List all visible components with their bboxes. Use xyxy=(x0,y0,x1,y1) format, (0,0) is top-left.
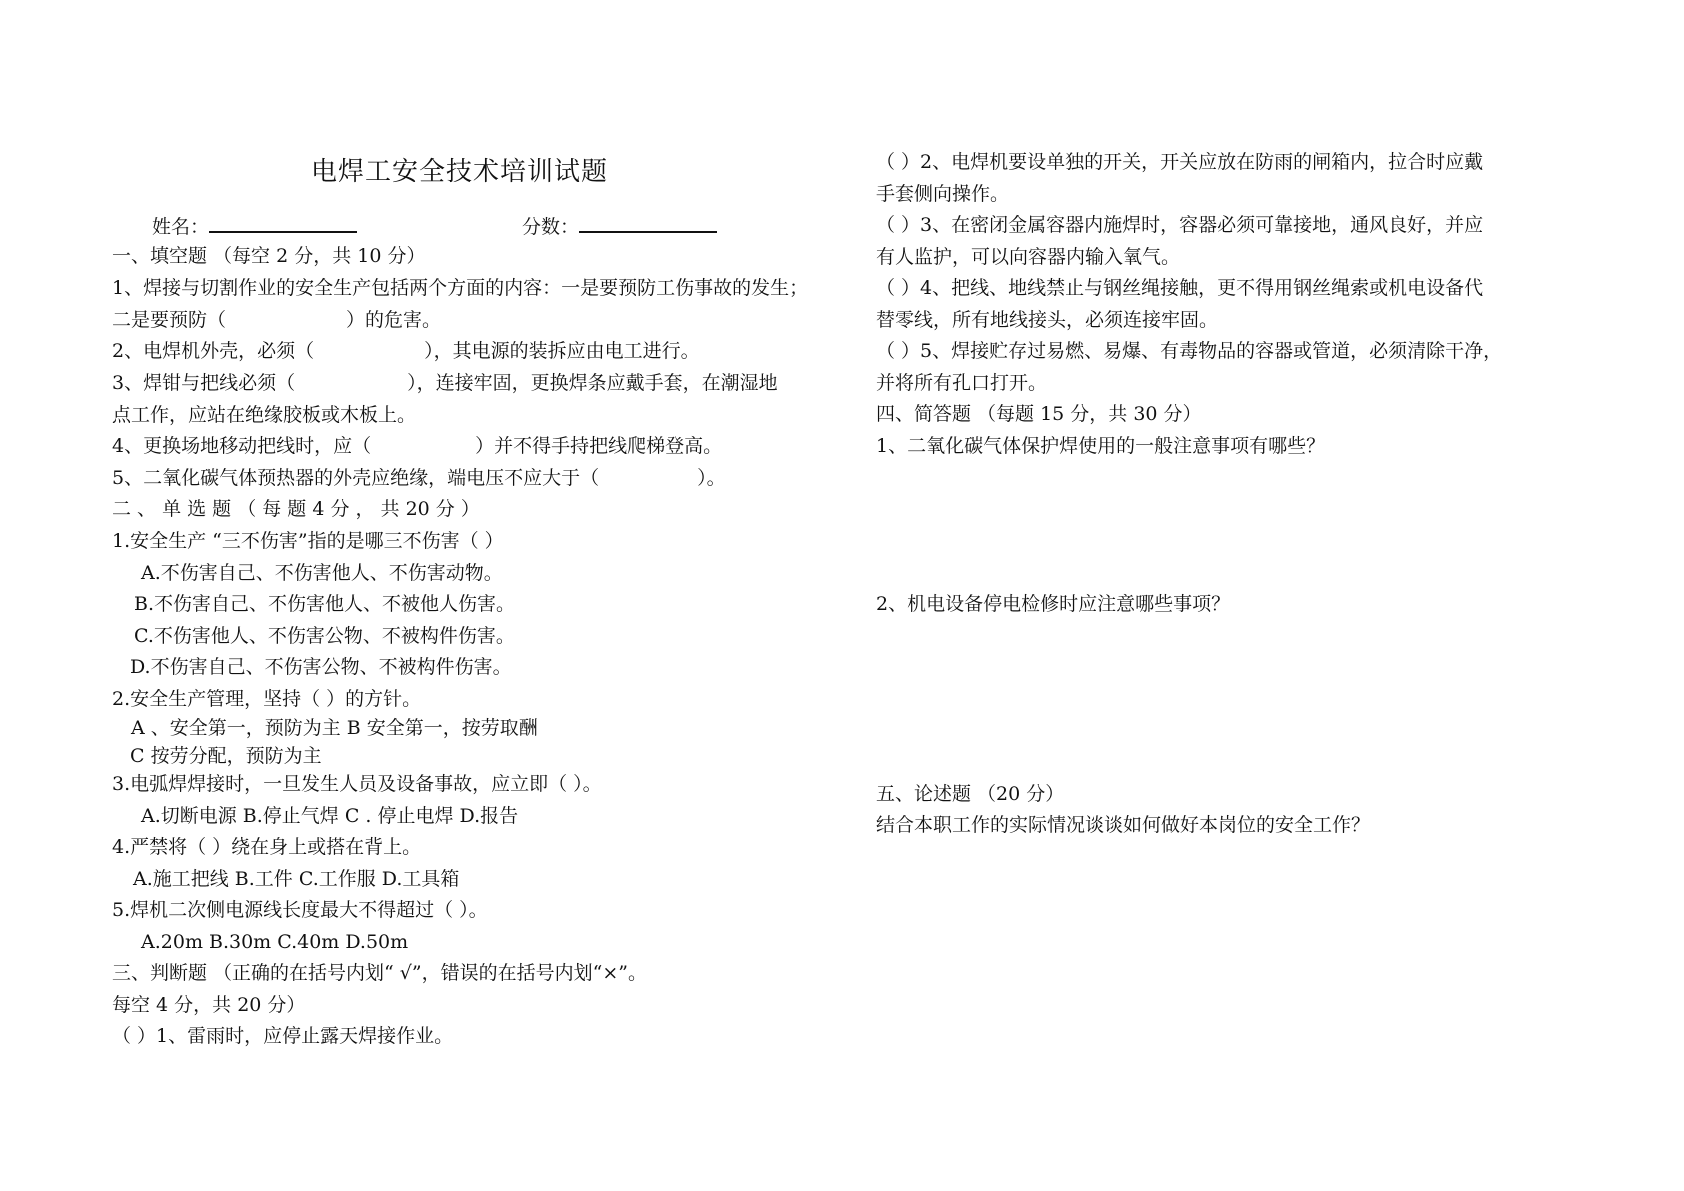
section-essay-heading: 五、论述题 （20 分） xyxy=(876,783,1065,805)
judge-q3-line1: （ ）3、在密闭金属容器内施焊时，容器必须可靠接地，通风良好，并应 xyxy=(876,214,1484,236)
choice-q1-option-a: A.不伤害自己、不伤害他人、不伤害动物。 xyxy=(141,562,503,584)
choice-q2-options-ab: A 、安全第一，预防为主 B 安全第一，按劳取酬 xyxy=(131,717,538,739)
section-fill-blank-heading: 一、填空题 （每空 2 分，共 10 分） xyxy=(112,245,426,267)
essay-question: 结合本职工作的实际情况谈谈如何做好本岗位的安全工作？ xyxy=(876,814,1371,836)
score-blank xyxy=(579,213,717,233)
judge-q5-line1: （ ）5、焊接贮存过易燃、易爆、有毒物品的容器或管道，必须清除干净， xyxy=(876,340,1503,362)
name-label: 姓名： xyxy=(152,216,210,238)
short-answer-q2: 2、机电设备停电检修时应注意哪些事项？ xyxy=(876,593,1231,615)
choice-q5-options: A.20m B.30m C.40m D.50m xyxy=(141,931,409,953)
judge-q5-line2: 并将所有孔口打开。 xyxy=(876,372,1048,394)
fill-q5: 5、二氧化碳气体预热器的外壳应绝缘，端电压不应大于（ ）。 xyxy=(112,467,726,489)
choice-q3: 3.电弧焊焊接时，一旦发生人员及设备事故，应立即（ ）。 xyxy=(112,773,602,795)
judge-q1: （ ）1、雷雨时，应停止露天焊接作业。 xyxy=(112,1025,454,1047)
judge-q3-line2: 有人监护，可以向容器内输入氧气。 xyxy=(876,246,1181,268)
judge-q4-line1: （ ）4、把线、地线禁止与钢丝绳接触，更不得用钢丝绳索或机电设备代 xyxy=(876,277,1484,299)
name-field xyxy=(152,213,357,239)
section-single-choice-heading: 二 、 单 选 题 （ 每 题 4 分 ， 共 20 分 ） xyxy=(112,498,480,520)
score-field xyxy=(522,213,717,239)
section-judgement-heading: 三、判断题 （正确的在括号内划“ √”，错误的在括号内划“×”。 xyxy=(112,962,647,984)
judge-q2-line1: （ ）2、电焊机要设单独的开关，开关应放在防雨的闸箱内，拉合时应戴 xyxy=(876,151,1484,173)
choice-q1-option-d: D.不伤害自己、不伤害公物、不被构件伤害。 xyxy=(130,656,512,678)
choice-q1-option-c: C.不伤害他人、不伤害公物、不被构件伤害。 xyxy=(134,625,515,647)
fill-q3-line1: 3、焊钳与把线必须（ ），连接牢固，更换焊条应戴手套，在潮湿地 xyxy=(112,372,778,394)
choice-q3-options: A.切断电源 B.停止气焊 C . 停止电焊 D.报告 xyxy=(141,805,519,827)
choice-q5: 5.焊机二次侧电源线长度最大不得超过（ ）。 xyxy=(112,899,488,921)
name-blank xyxy=(209,213,357,233)
choice-q2-option-c: C 按劳分配，预防为主 xyxy=(130,745,322,767)
choice-q2: 2.安全生产管理，坚持（ ）的方针。 xyxy=(112,688,422,710)
section-judgement-heading-cont: 每空 4 分，共 20 分） xyxy=(112,994,306,1016)
score-label: 分数： xyxy=(522,216,580,238)
section-short-answer-heading: 四、简答题 （每题 15 分，共 30 分） xyxy=(876,403,1202,425)
judge-q4-line2: 替零线，所有地线接头，必须连接牢固。 xyxy=(876,309,1219,331)
fill-q1-line1: 1、焊接与切割作业的安全生产包括两个方面的内容：一是要预防工伤事故的发生； xyxy=(112,277,809,299)
choice-q1: 1.安全生产 “三不伤害”指的是哪三不伤害（ ） xyxy=(112,530,504,552)
short-answer-q1: 1、二氧化碳气体保护焊使用的一般注意事项有哪些？ xyxy=(876,435,1326,457)
page-title: 电焊工安全技术培训试题 xyxy=(311,157,609,187)
choice-q1-option-b: B.不伤害自己、不伤害他人、不被他人伤害。 xyxy=(134,593,516,615)
choice-q4: 4.严禁将（ ）绕在身上或搭在背上。 xyxy=(112,836,422,858)
judge-q2-line2: 手套侧向操作。 xyxy=(876,183,1010,205)
fill-q1-line2: 二是要预防（ ）的危害。 xyxy=(112,309,442,331)
fill-q3-line2: 点工作，应站在绝缘胶板或木板上。 xyxy=(112,404,417,426)
fill-q4: 4、更换场地移动把线时，应（ ）并不得手持把线爬梯登高。 xyxy=(112,435,723,457)
choice-q4-options: A.施工把线 B.工件 C.工作服 D.工具箱 xyxy=(133,868,460,890)
fill-q2: 2、电焊机外壳，必须（ ），其电源的装拆应由电工进行。 xyxy=(112,340,700,362)
